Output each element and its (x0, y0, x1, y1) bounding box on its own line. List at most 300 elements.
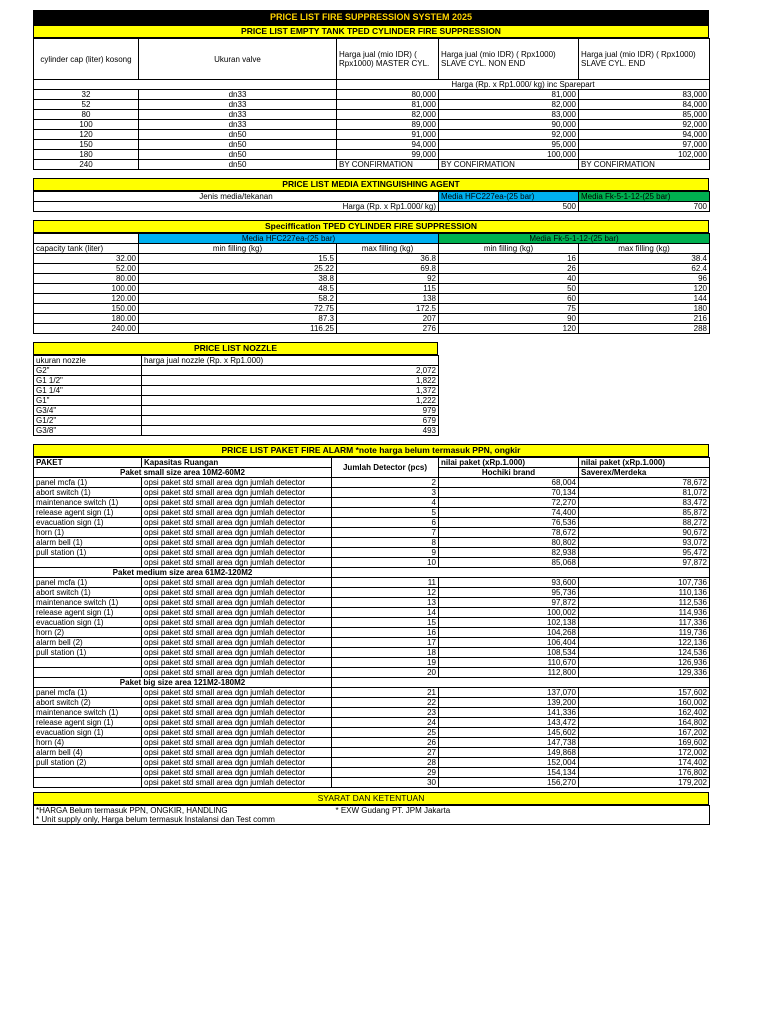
alarm-price-hochiki: 106,404 (439, 638, 579, 648)
alarm-detector-count: 27 (332, 748, 439, 758)
spec-max-fk: 144 (579, 294, 710, 304)
alarm-detector-count: 16 (332, 628, 439, 638)
alarm-kapasitas: opsi paket std small area dgn jumlah detector (142, 498, 332, 508)
table-row (34, 498, 710, 508)
table-row (34, 120, 710, 130)
alarm-kapasitas: opsi paket std small area dgn jumlah detector (142, 728, 332, 738)
spec-max-hfc: 172.5 (337, 304, 439, 314)
alarm-price-saverex: 179,202 (579, 778, 710, 788)
spec-min-fk: 75 (439, 304, 579, 314)
et-cap: 120 (34, 130, 139, 140)
spec-table (33, 233, 710, 334)
table-row (34, 738, 710, 748)
et-cap: 150 (34, 140, 139, 150)
spec-header-max1: max filling (kg) (337, 244, 439, 254)
alarm-paket-item (34, 668, 142, 678)
nozzle-size: G2" (34, 366, 142, 376)
alarm-kapasitas: opsi paket std small area dgn jumlah detector (142, 668, 332, 678)
alarm-price-saverex: 83,472 (579, 498, 710, 508)
nozzle-size: G3/4" (34, 406, 142, 416)
et-master: 99,000 (337, 150, 439, 160)
alarm-price-saverex: 97,872 (579, 558, 710, 568)
alarm-price-saverex: 174,402 (579, 758, 710, 768)
table-row (34, 598, 710, 608)
table-row (34, 558, 710, 568)
spec-min-hfc: 72.75 (139, 304, 337, 314)
terms-title: SYARAT DAN KETENTUAN (33, 792, 709, 805)
alarm-price-hochiki: 104,268 (439, 628, 579, 638)
media-label-price: Harga (Rp. x Rp1.000/ kg) (34, 202, 439, 212)
table-row (34, 160, 710, 170)
table-row (34, 588, 710, 598)
table-row (34, 508, 710, 518)
alarm-paket-item: maintenance switch (1) (34, 708, 142, 718)
spec-max-fk: 96 (579, 274, 710, 284)
alarm-paket-item (34, 778, 142, 788)
et-master: 91,000 (337, 130, 439, 140)
et-valve: dn33 (139, 110, 337, 120)
table-row (34, 768, 710, 778)
alarm-price-saverex: 160,002 (579, 698, 710, 708)
empty-tank-title: PRICE LIST EMPTY TANK TPED CYLINDER FIRE SUPPRESSION (33, 25, 709, 38)
et-slave-end: 102,000 (579, 150, 710, 160)
nozzle-table (33, 355, 439, 436)
et-header-slave-nonend: Harga jual (mio IDR) ( Rpx1000) SLAVE CYL. NON END (439, 39, 579, 80)
table-row (34, 578, 710, 588)
et-cap: 80 (34, 110, 139, 120)
spec-min-hfc: 38.8 (139, 274, 337, 284)
nozzle-price: 1,222 (142, 396, 439, 406)
alarm-kapasitas: opsi paket std small area dgn jumlah detector (142, 518, 332, 528)
alarm-kapasitas: opsi paket std small area dgn jumlah detector (142, 698, 332, 708)
nozzle-title: PRICE LIST NOZZLE (33, 342, 438, 355)
media-title: PRICE LIST MEDIA EXTINGUISHING AGENT (33, 178, 709, 191)
spec-max-fk: 120 (579, 284, 710, 294)
et-valve: dn33 (139, 100, 337, 110)
spec-media-hfc: Media HFC227ea-(25 bar) (139, 234, 439, 244)
table-row (34, 478, 710, 488)
et-slave-nonend: 95,000 (439, 140, 579, 150)
alarm-paket-item: alarm bell (1) (34, 538, 142, 548)
spec-title: Specifficatlon TPED CYLINDER FIRE SUPPRESSION (33, 220, 709, 233)
et-slave-end: 84,000 (579, 100, 710, 110)
table-row (34, 518, 710, 528)
alarm-price-hochiki: 82,938 (439, 548, 579, 558)
media-price-fk: 700 (579, 202, 710, 212)
alarm-price-hochiki: 156,270 (439, 778, 579, 788)
spec-min-fk: 40 (439, 274, 579, 284)
table-row (34, 548, 710, 558)
media-table (33, 191, 710, 212)
alarm-kapasitas: opsi paket std small area dgn jumlah detector (142, 558, 332, 568)
spec-cap: 150.00 (34, 304, 139, 314)
alarm-paket-item: horn (2) (34, 628, 142, 638)
spec-cap: 120.00 (34, 294, 139, 304)
alarm-price-hochiki: 93,600 (439, 578, 579, 588)
alarm-price-saverex: 169,602 (579, 738, 710, 748)
alarm-detector-count: 13 (332, 598, 439, 608)
table-row (34, 488, 710, 498)
et-valve: dn50 (139, 140, 337, 150)
table-row (34, 416, 439, 426)
et-slave-end: BY CONFIRMATION (579, 160, 710, 170)
alarm-kapasitas: opsi paket std small area dgn jumlah detector (142, 688, 332, 698)
alarm-price-saverex: 117,336 (579, 618, 710, 628)
spec-max-fk: 216 (579, 314, 710, 324)
alarm-paket-item (34, 558, 142, 568)
alarm-detector-count: 30 (332, 778, 439, 788)
alarm-paket-item: panel mcfa (1) (34, 578, 142, 588)
alarm-paket-item: alarm bell (2) (34, 638, 142, 648)
table-row (34, 778, 710, 788)
table-row (34, 254, 710, 264)
alarm-kapasitas: opsi paket std small area dgn jumlah detector (142, 708, 332, 718)
alarm-price-saverex: 85,872 (579, 508, 710, 518)
spec-header-min2: min filling (kg) (439, 244, 579, 254)
alarm-price-saverex: 122,136 (579, 638, 710, 648)
alarm-detector-count: 3 (332, 488, 439, 498)
spec-min-hfc: 87.3 (139, 314, 337, 324)
alarm-price-hochiki: 102,138 (439, 618, 579, 628)
alarm-price-saverex: 119,736 (579, 628, 710, 638)
et-slave-nonend: 83,000 (439, 110, 579, 120)
spec-header-cap: capacity tank (liter) (34, 244, 139, 254)
alarm-detector-count: 8 (332, 538, 439, 548)
alarm-paket-item: panel mcfa (1) (34, 478, 142, 488)
alarm-detector-count: 4 (332, 498, 439, 508)
et-slave-nonend: 81,000 (439, 90, 579, 100)
alarm-price-saverex: 157,602 (579, 688, 710, 698)
et-slave-nonend: 90,000 (439, 120, 579, 130)
alarm-price-saverex: 107,736 (579, 578, 710, 588)
alarm-price-saverex: 110,136 (579, 588, 710, 598)
alarm-detector-count: 17 (332, 638, 439, 648)
alarm-detector-count: 25 (332, 728, 439, 738)
et-master: 82,000 (337, 110, 439, 120)
alarm-paket-item: horn (1) (34, 528, 142, 538)
et-header-slave-end: Harga jual (mio IDR) ( Rpx1000) SLAVE CYL. END (579, 39, 710, 80)
table-row (34, 728, 710, 738)
alarm-price-saverex: 112,536 (579, 598, 710, 608)
alarm-detector-count: 6 (332, 518, 439, 528)
alarm-detector-count: 5 (332, 508, 439, 518)
et-slave-end: 85,000 (579, 110, 710, 120)
table-row (34, 638, 710, 648)
alarm-paket-item: horn (4) (34, 738, 142, 748)
alarm-price-hochiki: 100,002 (439, 608, 579, 618)
et-slave-end: 83,000 (579, 90, 710, 100)
table-row (34, 376, 439, 386)
table-row (34, 618, 710, 628)
nozzle-size: G1" (34, 396, 142, 406)
alarm-price-saverex: 88,272 (579, 518, 710, 528)
alarm-price-saverex: 162,402 (579, 708, 710, 718)
alarm-price-saverex: 124,536 (579, 648, 710, 658)
alarm-detector-count: 9 (332, 548, 439, 558)
spec-min-hfc: 48.5 (139, 284, 337, 294)
alarm-price-hochiki: 80,802 (439, 538, 579, 548)
et-master: 81,000 (337, 100, 439, 110)
alarm-detector-count: 29 (332, 768, 439, 778)
et-cap: 52 (34, 100, 139, 110)
alarm-header-detector: Jumlah Detector (pcs) (332, 458, 439, 478)
spec-max-fk: 62.4 (579, 264, 710, 274)
alarm-paket-item: evacuation sign (1) (34, 728, 142, 738)
alarm-paket-item: release agent sign (1) (34, 508, 142, 518)
media-label-type: Jenis media/tekanan (34, 192, 439, 202)
et-valve: dn50 (139, 150, 337, 160)
nozzle-price: 1,822 (142, 376, 439, 386)
alarm-header-nilai2: nilai paket (xRp.1.000) (579, 458, 710, 468)
alarm-paket-item: pull station (1) (34, 548, 142, 558)
alarm-section-title: Paket big size area 121M2-180M2 (34, 678, 332, 688)
alarm-section-title: Paket medium size area 61M2-120M2 (34, 568, 332, 578)
alarm-price-saverex: 78,672 (579, 478, 710, 488)
alarm-detector-count: 14 (332, 608, 439, 618)
alarm-paket-item (34, 658, 142, 668)
alarm-detector-count: 24 (332, 718, 439, 728)
alarm-detector-count: 7 (332, 528, 439, 538)
alarm-kapasitas: opsi paket std small area dgn jumlah detector (142, 478, 332, 488)
alarm-brand-hochiki: Hochiki brand (439, 468, 579, 478)
spec-header-min1: min filling (kg) (139, 244, 337, 254)
alarm-kapasitas: opsi paket std small area dgn jumlah detector (142, 768, 332, 778)
alarm-price-hochiki: 95,736 (439, 588, 579, 598)
alarm-paket-item: alarm bell (4) (34, 748, 142, 758)
alarm-detector-count: 28 (332, 758, 439, 768)
alarm-kapasitas: opsi paket std small area dgn jumlah detector (142, 658, 332, 668)
table-row (34, 688, 710, 698)
nozzle-size: G1/2" (34, 416, 142, 426)
media-col-hfc: Media HFC227ea-(25 bar) (439, 192, 579, 202)
table-row (34, 304, 710, 314)
alarm-kapasitas: opsi paket std small area dgn jumlah detector (142, 488, 332, 498)
table-row (34, 140, 710, 150)
alarm-price-saverex: 129,336 (579, 668, 710, 678)
alarm-paket-item: panel mcfa (1) (34, 688, 142, 698)
spec-min-fk: 90 (439, 314, 579, 324)
alarm-header-nilai1: nilai paket (xRp.1.000) (439, 458, 579, 468)
nozzle-price: 1,372 (142, 386, 439, 396)
alarm-price-hochiki: 112,800 (439, 668, 579, 678)
alarm-paket-item: release agent sign (1) (34, 608, 142, 618)
alarm-price-hochiki: 85,068 (439, 558, 579, 568)
et-slave-end: 94,000 (579, 130, 710, 140)
alarm-kapasitas: opsi paket std small area dgn jumlah detector (142, 608, 332, 618)
alarm-paket-item: pull station (1) (34, 648, 142, 658)
nozzle-size: G1 1/2" (34, 376, 142, 386)
table-row (34, 406, 439, 416)
alarm-kapasitas: opsi paket std small area dgn jumlah detector (142, 538, 332, 548)
spec-max-hfc: 115 (337, 284, 439, 294)
alarm-kapasitas: opsi paket std small area dgn jumlah detector (142, 738, 332, 748)
alarm-price-saverex: 126,936 (579, 658, 710, 668)
nozzle-section (33, 342, 438, 436)
et-header-master: Harga jual (mio IDR) ( Rpx1000) MASTER CYL. (337, 39, 439, 80)
alarm-price-hochiki: 72,270 (439, 498, 579, 508)
spec-cap: 52.00 (34, 264, 139, 274)
alarm-price-hochiki: 70,134 (439, 488, 579, 498)
alarm-price-saverex: 95,472 (579, 548, 710, 558)
spec-min-fk: 60 (439, 294, 579, 304)
alarm-price-saverex: 90,672 (579, 528, 710, 538)
alarm-price-hochiki: 68,004 (439, 478, 579, 488)
et-master: 94,000 (337, 140, 439, 150)
alarm-title: PRICE LIST PAKET FIRE ALARM *note harga belum termasuk PPN, ongkir (33, 444, 709, 457)
alarm-price-saverex: 167,202 (579, 728, 710, 738)
alarm-table (33, 457, 710, 788)
et-slave-end: 97,000 (579, 140, 710, 150)
table-row (34, 130, 710, 140)
alarm-section-header-row (34, 568, 710, 578)
alarm-detector-count: 11 (332, 578, 439, 588)
media-price-hfc: 500 (439, 202, 579, 212)
terms-line2: * Unit supply only, Harga belum termasuk Instalansi dan Test comm (34, 815, 710, 825)
table-row (34, 528, 710, 538)
alarm-kapasitas: opsi paket std small area dgn jumlah detector (142, 748, 332, 758)
alarm-kapasitas: opsi paket std small area dgn jumlah detector (142, 778, 332, 788)
spec-media-fk: Media Fk-5-1-12-(25 bar) (439, 234, 710, 244)
alarm-kapasitas: opsi paket std small area dgn jumlah detector (142, 758, 332, 768)
table-row (34, 718, 710, 728)
et-cap: 240 (34, 160, 139, 170)
alarm-paket-item: evacuation sign (1) (34, 518, 142, 528)
alarm-detector-count: 23 (332, 708, 439, 718)
table-row (34, 294, 710, 304)
terms-line1b: * EXW Gudang PT. JPM Jakarta (334, 806, 710, 816)
table-row (34, 386, 439, 396)
table-row (34, 110, 710, 120)
alarm-paket-item (34, 768, 142, 778)
table-row (34, 396, 439, 406)
spec-cap: 240.00 (34, 324, 139, 334)
alarm-price-hochiki: 76,536 (439, 518, 579, 528)
alarm-price-hochiki: 152,004 (439, 758, 579, 768)
spec-max-hfc: 36.8 (337, 254, 439, 264)
alarm-price-hochiki: 141,336 (439, 708, 579, 718)
et-header-cap: cylinder cap (liter) kosong (34, 39, 139, 80)
alarm-price-hochiki: 145,602 (439, 728, 579, 738)
spec-min-hfc: 25.22 (139, 264, 337, 274)
alarm-kapasitas: opsi paket std small area dgn jumlah detector (142, 638, 332, 648)
alarm-paket-item: abort switch (1) (34, 488, 142, 498)
empty-tank-table (33, 38, 710, 170)
spec-max-hfc: 207 (337, 314, 439, 324)
et-slave-nonend: BY CONFIRMATION (439, 160, 579, 170)
et-slave-end: 92,000 (579, 120, 710, 130)
alarm-paket-item: pull station (2) (34, 758, 142, 768)
alarm-section-title: Paket small size area 10M2-60M2 (34, 468, 332, 478)
alarm-detector-count: 10 (332, 558, 439, 568)
alarm-kapasitas: opsi paket std small area dgn jumlah detector (142, 648, 332, 658)
nozzle-price: 979 (142, 406, 439, 416)
alarm-kapasitas: opsi paket std small area dgn jumlah detector (142, 508, 332, 518)
nozzle-size: G3/8" (34, 426, 142, 436)
spec-max-fk: 288 (579, 324, 710, 334)
alarm-kapasitas: opsi paket std small area dgn jumlah detector (142, 618, 332, 628)
alarm-paket-item: abort switch (2) (34, 698, 142, 708)
table-row (34, 274, 710, 284)
alarm-price-saverex: 164,802 (579, 718, 710, 728)
spec-min-hfc: 15.5 (139, 254, 337, 264)
table-row (34, 758, 710, 768)
spec-min-hfc: 58.2 (139, 294, 337, 304)
alarm-price-hochiki: 154,134 (439, 768, 579, 778)
alarm-detector-count: 19 (332, 658, 439, 668)
et-cap: 100 (34, 120, 139, 130)
alarm-brand-saverex: Saverex/Merdeka (579, 468, 710, 478)
et-valve: dn33 (139, 90, 337, 100)
spec-header-max2: max filling (kg) (579, 244, 710, 254)
terms-table (33, 805, 710, 825)
et-slave-nonend: 92,000 (439, 130, 579, 140)
alarm-detector-count: 18 (332, 648, 439, 658)
alarm-price-saverex: 176,802 (579, 768, 710, 778)
et-master: BY CONFIRMATION (337, 160, 439, 170)
alarm-section-header-row (34, 678, 710, 688)
et-slave-nonend: 100,000 (439, 150, 579, 160)
nozzle-header-size: ukuran nozzle (34, 356, 142, 366)
table-row (34, 314, 710, 324)
spec-cap: 32.00 (34, 254, 139, 264)
alarm-detector-count: 22 (332, 698, 439, 708)
alarm-price-hochiki: 139,200 (439, 698, 579, 708)
alarm-detector-count: 26 (332, 738, 439, 748)
alarm-price-hochiki: 108,534 (439, 648, 579, 658)
alarm-paket-item: maintenance switch (1) (34, 498, 142, 508)
spec-min-fk: 50 (439, 284, 579, 294)
alarm-price-hochiki: 137,070 (439, 688, 579, 698)
alarm-kapasitas: opsi paket std small area dgn jumlah detector (142, 578, 332, 588)
et-header-valve: Ukuran valve (139, 39, 337, 80)
spec-min-fk: 120 (439, 324, 579, 334)
alarm-kapasitas: opsi paket std small area dgn jumlah detector (142, 588, 332, 598)
alarm-price-saverex: 81,072 (579, 488, 710, 498)
spec-max-hfc: 92 (337, 274, 439, 284)
table-row (34, 538, 710, 548)
et-master: 80,000 (337, 90, 439, 100)
spec-cap: 80.00 (34, 274, 139, 284)
table-row (34, 608, 710, 618)
alarm-detector-count: 15 (332, 618, 439, 628)
table-row (34, 748, 710, 758)
spec-max-hfc: 69.8 (337, 264, 439, 274)
et-master: 89,000 (337, 120, 439, 130)
alarm-price-hochiki: 110,670 (439, 658, 579, 668)
table-row (34, 100, 710, 110)
nozzle-price: 493 (142, 426, 439, 436)
table-row (34, 708, 710, 718)
alarm-paket-item: maintenance switch (1) (34, 598, 142, 608)
alarm-kapasitas: opsi paket std small area dgn jumlah detector (142, 528, 332, 538)
alarm-price-hochiki: 78,672 (439, 528, 579, 538)
table-row (34, 628, 710, 638)
spec-max-hfc: 138 (337, 294, 439, 304)
alarm-paket-item: abort switch (1) (34, 588, 142, 598)
et-cap: 180 (34, 150, 139, 160)
spec-min-fk: 16 (439, 254, 579, 264)
alarm-detector-count: 2 (332, 478, 439, 488)
alarm-header-paket: PAKET (34, 458, 142, 468)
alarm-header-kapasitas: Kapasitas Ruangan (142, 458, 332, 468)
alarm-detector-count: 20 (332, 668, 439, 678)
terms-line1a: *HARGA Belum termasuk PPN, ONGKIR, HANDLING (34, 806, 334, 816)
media-col-fk: Media Fk-5-1-12-(25 bar) (579, 192, 710, 202)
alarm-price-saverex: 114,936 (579, 608, 710, 618)
spec-max-fk: 38.4 (579, 254, 710, 264)
alarm-price-hochiki: 143,472 (439, 718, 579, 728)
alarm-price-hochiki: 97,872 (439, 598, 579, 608)
